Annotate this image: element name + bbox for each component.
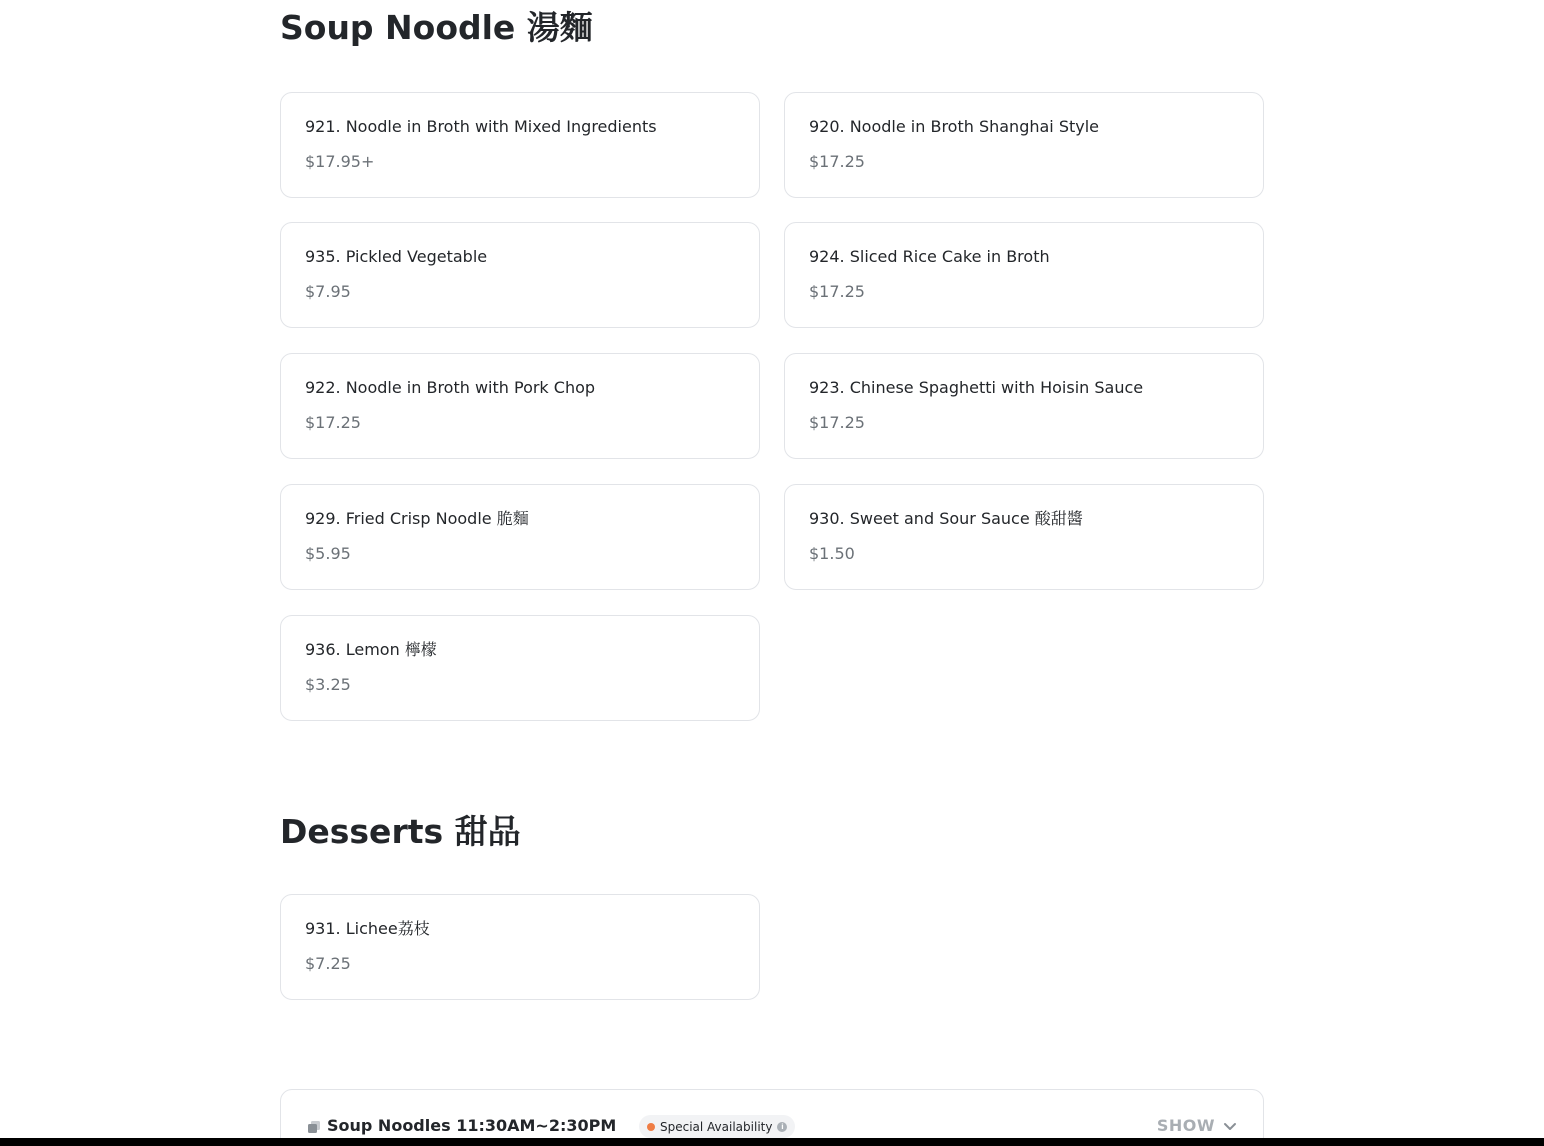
item-name: 920. Noodle in Broth Shanghai Style (809, 117, 1100, 136)
bottom-edge-bar (0, 1138, 1544, 1146)
section-title-soup-noodle: Soup Noodle 湯麵 (280, 8, 593, 47)
item-name: 931. Lichee荔枝 (305, 919, 430, 938)
chevron-down-icon (1223, 1121, 1237, 1131)
menu-item-card[interactable] (280, 615, 760, 721)
menu-name: Soup Noodles 11:30AM~2:30PM (327, 1116, 617, 1135)
item-price: $17.25 (809, 282, 865, 301)
item-price: $7.25 (305, 954, 351, 973)
status-dot-icon (647, 1123, 655, 1131)
item-name: 922. Noodle in Broth with Pork Chop (305, 378, 596, 397)
item-price: $3.25 (305, 675, 351, 694)
special-availability-badge[interactable] (639, 1115, 795, 1138)
item-price: $17.25 (305, 413, 361, 432)
menu-item-card[interactable] (784, 484, 1264, 590)
menu-item-card[interactable] (280, 222, 760, 328)
menu-stack-icon (307, 1119, 321, 1133)
item-name: 936. Lemon 檸檬 (305, 640, 437, 659)
item-name: 930. Sweet and Sour Sauce 酸甜醬 (809, 509, 1083, 528)
show-toggle-button[interactable] (1157, 1116, 1237, 1136)
item-price: $7.95 (305, 282, 351, 301)
item-name: 935. Pickled Vegetable (305, 247, 488, 266)
item-name: 929. Fried Crisp Noodle 脆麵 (305, 509, 529, 528)
item-price: $17.25 (809, 413, 865, 432)
item-name: 924. Sliced Rice Cake in Broth (809, 247, 1050, 266)
menu-item-card[interactable] (280, 484, 760, 590)
item-price: $17.25 (809, 152, 865, 171)
menu-item-card[interactable] (784, 222, 1264, 328)
menu-item-card[interactable] (784, 92, 1264, 198)
menu-item-card[interactable] (280, 92, 760, 198)
badge-label: Special Availability (660, 1119, 773, 1134)
item-price: $5.95 (305, 544, 351, 563)
item-price: $17.95+ (305, 152, 375, 171)
menu-item-card[interactable] (784, 353, 1264, 459)
menu-item-card[interactable] (280, 894, 760, 1000)
show-toggle-label: SHOW (1156, 1116, 1215, 1135)
item-name: 921. Noodle in Broth with Mixed Ingredients (305, 117, 657, 136)
item-price: $1.50 (809, 544, 855, 563)
item-name: 923. Chinese Spaghetti with Hoisin Sauce (809, 378, 1144, 397)
section-title-desserts: Desserts 甜品 (280, 812, 521, 851)
info-icon: i (777, 1122, 787, 1132)
menu-item-card[interactable] (280, 353, 760, 459)
